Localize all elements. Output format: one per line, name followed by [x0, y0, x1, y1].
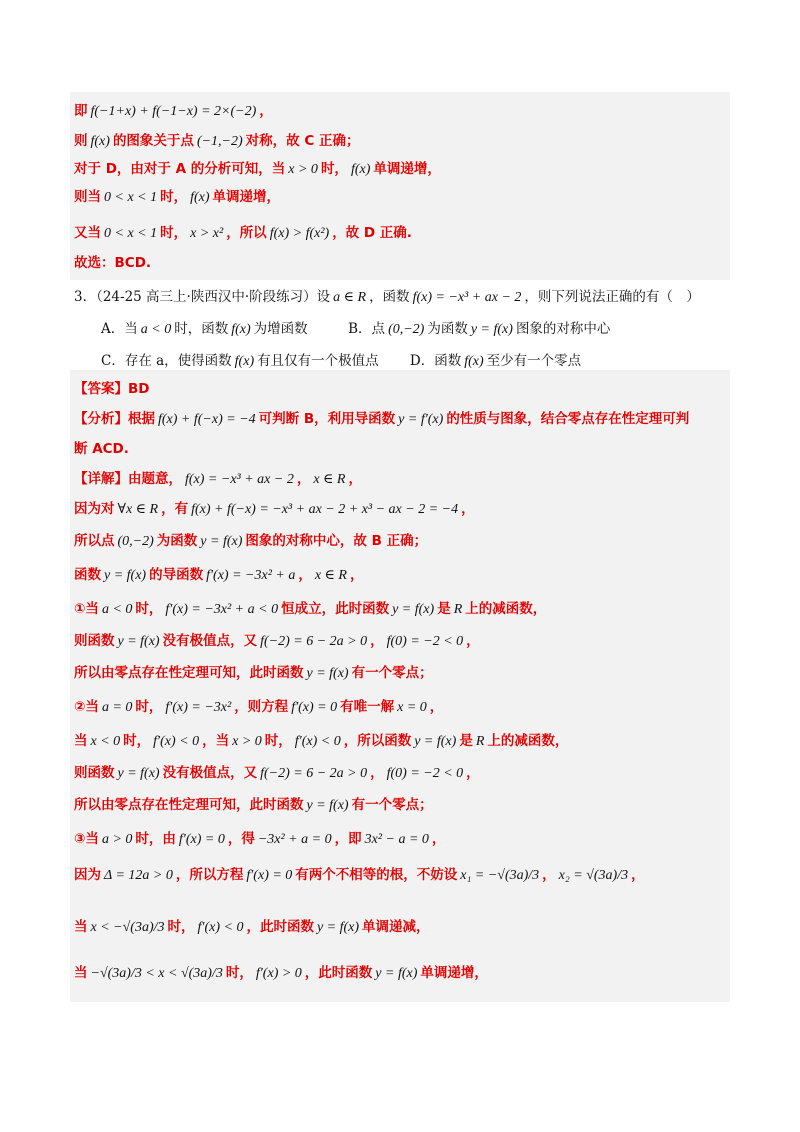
text-fragment: 没有极值点，又 [162, 765, 258, 781]
text-fragment: 为函数 [427, 321, 468, 337]
solution-line [74, 530, 734, 553]
text-fragment: ，所以 [226, 225, 267, 241]
text-fragment: ， [296, 471, 311, 487]
text-fragment: 时， [135, 601, 163, 617]
text-fragment: ， [542, 867, 556, 883]
text-fragment: 函数 [74, 567, 101, 583]
math-expression: y = f(x) [316, 920, 360, 935]
text-fragment: 没有极值点，又 [162, 633, 258, 649]
text-fragment: 的性质与图象，结合零点存在性定理可判 [446, 411, 690, 427]
text-fragment: 时， [264, 733, 292, 749]
math-expression: f(x) [90, 134, 110, 149]
text-fragment: 为增函数 B．点 [253, 321, 386, 337]
answer-highlight-bottom [70, 370, 730, 1002]
text-fragment: ， [431, 831, 446, 847]
text-fragment: ，此时函数 [304, 965, 373, 981]
math-expression: x₁ = −√(3a)/3 [460, 868, 540, 883]
text-fragment: 【详解】由题意， [74, 471, 182, 487]
solution-line [74, 252, 734, 274]
text-fragment: ， [349, 567, 364, 583]
math-expression: f(x) [234, 354, 255, 369]
text-fragment: 是 [459, 733, 473, 749]
text-fragment: ， [461, 501, 475, 517]
solution-line [74, 222, 734, 245]
text-fragment: 断 ACD. [74, 441, 129, 457]
text-fragment: 因为 [74, 867, 101, 883]
solution-line [74, 828, 734, 851]
math-expression: x > 0 [232, 734, 262, 749]
text-fragment: 单调递增， [373, 161, 441, 177]
math-expression: 3x² − a = 0 [364, 832, 429, 847]
math-expression: −√(3a)/3 < x < √(3a)/3 [90, 966, 223, 981]
math-expression: f(x) [231, 322, 251, 337]
math-expression: a > 0 [101, 832, 133, 847]
solution-line [74, 762, 734, 785]
text-fragment: 时， [167, 919, 195, 935]
text-fragment: ， [298, 567, 312, 583]
text-fragment: 至少有一个零点 [486, 353, 582, 369]
text-fragment: 上的减函数， [465, 601, 547, 617]
text-fragment: ②当 [74, 699, 99, 715]
math-expression: f′(x) = −3x² + a < 0 [165, 602, 279, 617]
text-fragment: 当 [74, 919, 88, 935]
math-expression: y = f(x) [414, 734, 457, 749]
text-fragment: 3．（24-25 高三上·陕西汉中·阶段练习）设 [74, 289, 331, 305]
text-fragment: 时， [225, 965, 253, 981]
solution-line [74, 598, 734, 621]
solution-line [74, 916, 734, 939]
math-expression: y = f(x) [375, 966, 418, 981]
text-fragment: ，有 [161, 501, 189, 517]
math-expression: x ∈ R [314, 568, 347, 583]
text-fragment: 对称，故 C 正确； [245, 133, 360, 149]
math-expression: 0 < x < 1 [104, 190, 158, 205]
text-fragment: 则函数 [74, 765, 115, 781]
math-expression: (0,−2) [117, 534, 154, 549]
solution-line [74, 130, 734, 153]
math-expression: f′(x) = 0 [178, 832, 225, 847]
math-expression: y = f(x) [117, 634, 160, 649]
math-expression: f(0) = −2 < 0 [386, 766, 464, 781]
solution-line [74, 186, 734, 209]
solution-line [74, 564, 734, 587]
solution-line [74, 100, 734, 123]
text-fragment: 则函数 [74, 633, 115, 649]
math-expression: a = 0 [101, 700, 133, 715]
math-expression: x > x² [190, 226, 224, 241]
text-fragment: 可判断 B，利用导函数 [258, 411, 396, 427]
text-fragment: ，即 [334, 831, 362, 847]
solution-line [74, 794, 734, 817]
math-expression: f(−2) = 6 − 2a > 0 [260, 766, 368, 781]
math-expression: f′(x) = 0 [246, 868, 293, 883]
math-expression: y = f(x) [200, 534, 243, 549]
math-expression: 0 < x < 1 [104, 226, 158, 241]
text-fragment: 时， [135, 699, 163, 715]
math-expression: (0,−2) [388, 322, 425, 337]
question-line [74, 318, 734, 341]
text-fragment: 所以由零点存在性定理可知，此时函数 [74, 665, 304, 681]
math-expression: a < 0 [101, 602, 133, 617]
math-expression: f(x) [190, 190, 210, 205]
math-expression: x₂ = √(3a)/3 [558, 868, 629, 883]
text-fragment: 则 [74, 133, 88, 149]
math-expression: x < −√(3a)/3 [90, 920, 165, 935]
math-expression: −3x² + a = 0 [257, 832, 332, 847]
math-expression: f(x) [464, 354, 484, 369]
math-expression: Δ = 12a > 0 [104, 868, 173, 883]
math-expression: f′(x) = −3x² [165, 700, 232, 715]
text-fragment: 时，函数 [174, 321, 229, 337]
text-fragment: ，当 [202, 733, 230, 749]
text-fragment: ， [370, 633, 384, 649]
math-expression: y = f(x) [306, 798, 349, 813]
solution-line [74, 378, 734, 400]
math-expression: f(x) = −x³ + ax − 2 [412, 290, 522, 305]
text-fragment: 时， [160, 189, 188, 205]
solution-line [74, 408, 734, 431]
text-fragment: 单调递增， [212, 189, 281, 205]
text-fragment: ，则下列说法正确的有（ ） [524, 289, 700, 305]
text-fragment: ， [370, 765, 384, 781]
math-expression: a < 0 [140, 322, 172, 337]
question-line [74, 350, 734, 373]
text-fragment: 有且仅有一个极值点 D．函数 [257, 353, 462, 369]
text-fragment: 时， [160, 225, 188, 241]
text-fragment: A．当 [74, 321, 138, 337]
text-fragment: C．存在 a，使得函数 [74, 353, 232, 369]
math-expression: (−1,−2) [196, 134, 243, 149]
text-fragment: 的导函数 [149, 567, 204, 583]
text-fragment: 时， [123, 733, 151, 749]
text-fragment: 故选：BCD. [74, 255, 152, 271]
text-fragment: 上的减函数， [487, 733, 569, 749]
text-fragment: ③当 [74, 831, 99, 847]
text-fragment: 【分析】根据 [74, 411, 155, 427]
text-fragment: 又当 [74, 225, 101, 241]
question-line [74, 286, 734, 309]
text-fragment: 所以点 [74, 533, 115, 549]
solution-line [74, 864, 734, 887]
text-fragment: 时， [320, 161, 348, 177]
text-fragment: 单调递减， [362, 919, 430, 935]
text-fragment: ，所以方程 [175, 867, 244, 883]
text-fragment: 即 [74, 103, 88, 119]
text-fragment: ，所以函数 [343, 733, 412, 749]
text-fragment: ， [348, 471, 362, 487]
math-expression: f′(x) = 0 [291, 700, 338, 715]
math-expression: f(x) = −x³ + ax − 2 [185, 472, 294, 487]
text-fragment: ， [259, 103, 273, 119]
math-expression: x = 0 [397, 700, 427, 715]
math-expression: y = f(x) [306, 666, 349, 681]
math-expression: R [453, 602, 463, 617]
math-expression: y = f(x) [117, 766, 160, 781]
text-fragment: 为函数 [156, 533, 198, 549]
text-fragment: 【答案】BD [74, 381, 150, 397]
text-fragment: ①当 [74, 601, 99, 617]
math-expression: x < 0 [90, 734, 121, 749]
text-fragment: 当 [74, 733, 88, 749]
math-expression: x > 0 [288, 162, 318, 177]
text-fragment: 则当 [74, 189, 101, 205]
math-expression: f(0) = −2 < 0 [386, 634, 464, 649]
text-fragment: ， [466, 633, 480, 649]
text-fragment: 对于 D，由对于 A 的分析可知，当 [74, 161, 286, 177]
text-fragment: ，故 D 正确. [332, 225, 412, 241]
math-expression: f′(x) < 0 [153, 734, 200, 749]
text-fragment: ， [631, 867, 645, 883]
solution-line [74, 468, 734, 491]
text-fragment: 时，由 [135, 831, 176, 847]
solution-line [74, 662, 734, 685]
text-fragment: 图象的对称中心 [515, 321, 611, 337]
math-expression: y = f(x) [470, 322, 513, 337]
math-expression: f(−1+x) + f(−1−x) = 2×(−2) [90, 104, 257, 119]
text-fragment: 的图象关于点 [112, 133, 194, 149]
math-expression: f′(x) > 0 [255, 966, 302, 981]
text-fragment: 图象的对称中心，故 B 正确； [245, 533, 428, 549]
math-expression: y = f′(x) [398, 412, 444, 427]
text-fragment: 有唯一解 [340, 699, 395, 715]
math-expression: f′(x) = −3x² + a [206, 568, 296, 583]
text-fragment: 当 [74, 965, 88, 981]
text-fragment: ，得 [227, 831, 255, 847]
math-expression: f(x) + f(−x) = −4 [158, 412, 256, 427]
text-fragment: 所以由零点存在性定理可知，此时函数 [74, 797, 304, 813]
solution-line [74, 962, 734, 985]
solution-line [74, 438, 734, 460]
solution-line [74, 498, 734, 521]
text-fragment: ，此时函数 [246, 919, 314, 935]
solution-line [74, 696, 734, 719]
math-expression: y = f(x) [104, 568, 147, 583]
text-fragment: 有一个零点； [351, 665, 433, 681]
text-fragment: 恒成立，此时函数 [281, 601, 390, 617]
text-fragment: ， [466, 765, 480, 781]
math-expression: f(x) + f(−x) = −x³ + ax − 2 + x³ − ax − 2 = −4 [191, 502, 459, 517]
text-fragment: ，函数 [369, 289, 410, 305]
solution-line [74, 158, 734, 181]
math-expression: f(−2) = 6 − 2a > 0 [260, 634, 368, 649]
text-fragment: 有一个零点； [351, 797, 433, 813]
solution-line [74, 630, 734, 653]
solution-line [74, 730, 734, 753]
text-fragment: 单调递增， [420, 965, 488, 981]
math-expression: f(x) [350, 162, 371, 177]
text-fragment: ，则方程 [234, 699, 289, 715]
math-expression: a ∈ R [333, 290, 367, 305]
text-fragment: ， [429, 699, 444, 715]
text-fragment: 是 [437, 601, 451, 617]
math-expression: f′(x) < 0 [294, 734, 341, 749]
math-expression: y = f(x) [392, 602, 435, 617]
math-expression: f(x) > f(x²) [269, 226, 330, 241]
text-fragment: 因为对 [74, 501, 115, 517]
text-fragment: 有两个不相等的根，不妨设 [295, 867, 458, 883]
math-expression: ∀x ∈ R [117, 502, 159, 517]
math-expression: f′(x) < 0 [197, 920, 244, 935]
math-expression: x ∈ R [313, 472, 346, 487]
math-expression: R [475, 734, 485, 749]
